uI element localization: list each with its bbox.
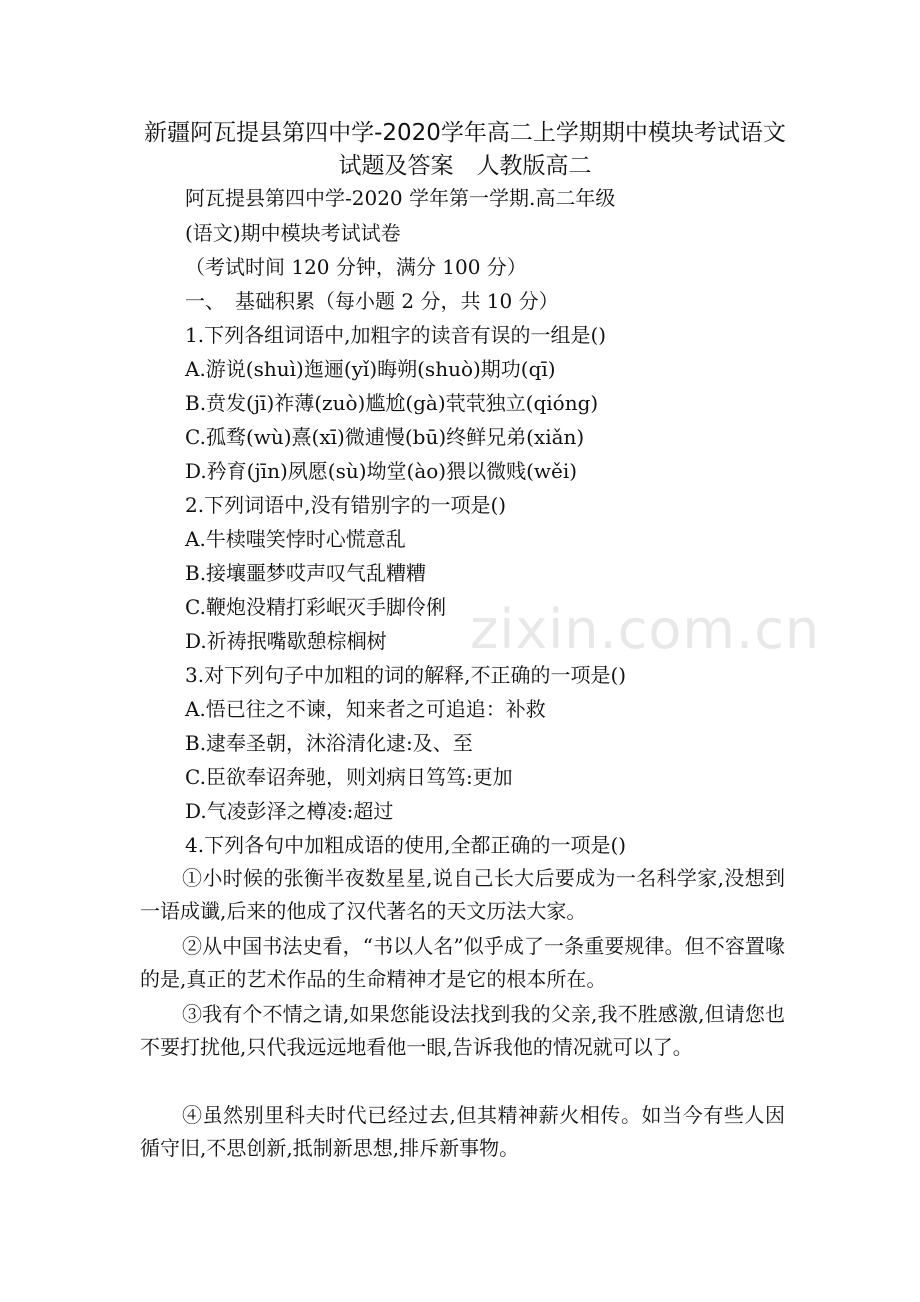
question-3-option-c: C.臣欲奉诏奔驰，则刘病日笃笃:更加 <box>185 765 513 789</box>
question-2-option-b: B.接壤噩梦哎声叹气乱糟糟 <box>185 561 427 585</box>
question-2-option-c: C.鞭炮没精打彩岷灭手脚伶俐 <box>185 595 446 619</box>
question-1-stem: 1.下列各组词语中,加粗字的读音有误的一组是() <box>185 323 607 347</box>
paragraph-2: ②从中国书法史看，“书以人名”似乎成了一条重要规律。但不容置喙的是,真正的艺术作品的生命精神才是它的根本所在。 <box>140 934 785 991</box>
paragraph-4: ④虽然别里科夫时代已经过去,但其精神薪火相传。如当今有些人因循守旧,不思创新,抵制新思想,排斥新事物。 <box>140 1103 785 1160</box>
exam-time-line: （考试时间 120 分钟，满分 100 分） <box>185 255 527 279</box>
paragraph-3: ③我有个不情之请,如果您能设法找到我的父亲,我不胜感激,但请您也不要打扰他,只代我远远地看他一眼,告诉我他的情况就可以了。 <box>140 1002 785 1059</box>
paragraph-1: ①小时候的张衡半夜数星星,说自己长大后要成为一名科学家,没想到一语成谶,后来的他成了汉代著名的天文历法大家。 <box>140 866 785 923</box>
question-1-option-d: D.矜育(jīn)夙愿(sù)坳堂(ào)猥以微贱(wěi) <box>185 459 578 483</box>
question-2-option-d: D.祈祷抿嘴歇憩棕榈树 <box>185 629 387 653</box>
question-1-option-a: A.游说(shuì)迤逦(yǐ)晦朔(shuò)期功(qī) <box>185 357 556 381</box>
title-line-2: 试题及答案 人教版高二 <box>338 153 592 179</box>
question-3-option-d: D.气凌彭泽之樽凌:超过 <box>185 799 394 823</box>
school-line: 阿瓦提县第四中学-2020 学年第一学期.高二年级 <box>185 186 616 210</box>
question-2-option-a: A.牛椟嗤笑悖时心慌意乱 <box>185 527 406 551</box>
question-3-option-b: B.逮奉圣朝，沐浴清化逮:及、至 <box>185 731 473 755</box>
question-4-stem: 4.下列各句中加粗成语的使用,全都正确的一项是() <box>185 833 627 857</box>
exam-name-line: (语文)期中模块考试试卷 <box>185 221 401 245</box>
question-1-option-c: C.孤骛(wù)熹(xī)微逋慢(bū)终鲜兄弟(xiǎn) <box>185 425 585 449</box>
section-heading: 一、 基础积累（每小题 2 分，共 10 分） <box>185 289 559 313</box>
question-1-option-b: B.贲发(jī)祚薄(zuò)尴尬(gà)茕茕独立(qióng) <box>185 391 599 415</box>
question-2-stem: 2.下列词语中,没有错别字的一项是() <box>185 493 507 517</box>
watermark: zixin.com.cn <box>470 598 821 661</box>
question-3-stem: 3.对下列句子中加粗的词的解释,不正确的一项是() <box>185 663 627 687</box>
title-line-1: 新疆阿瓦提县第四中学-2020学年高二上学期期中模块考试语文 <box>144 120 786 146</box>
question-3-option-a: A.悟已往之不谏，知来者之可追追：补救 <box>185 697 546 721</box>
